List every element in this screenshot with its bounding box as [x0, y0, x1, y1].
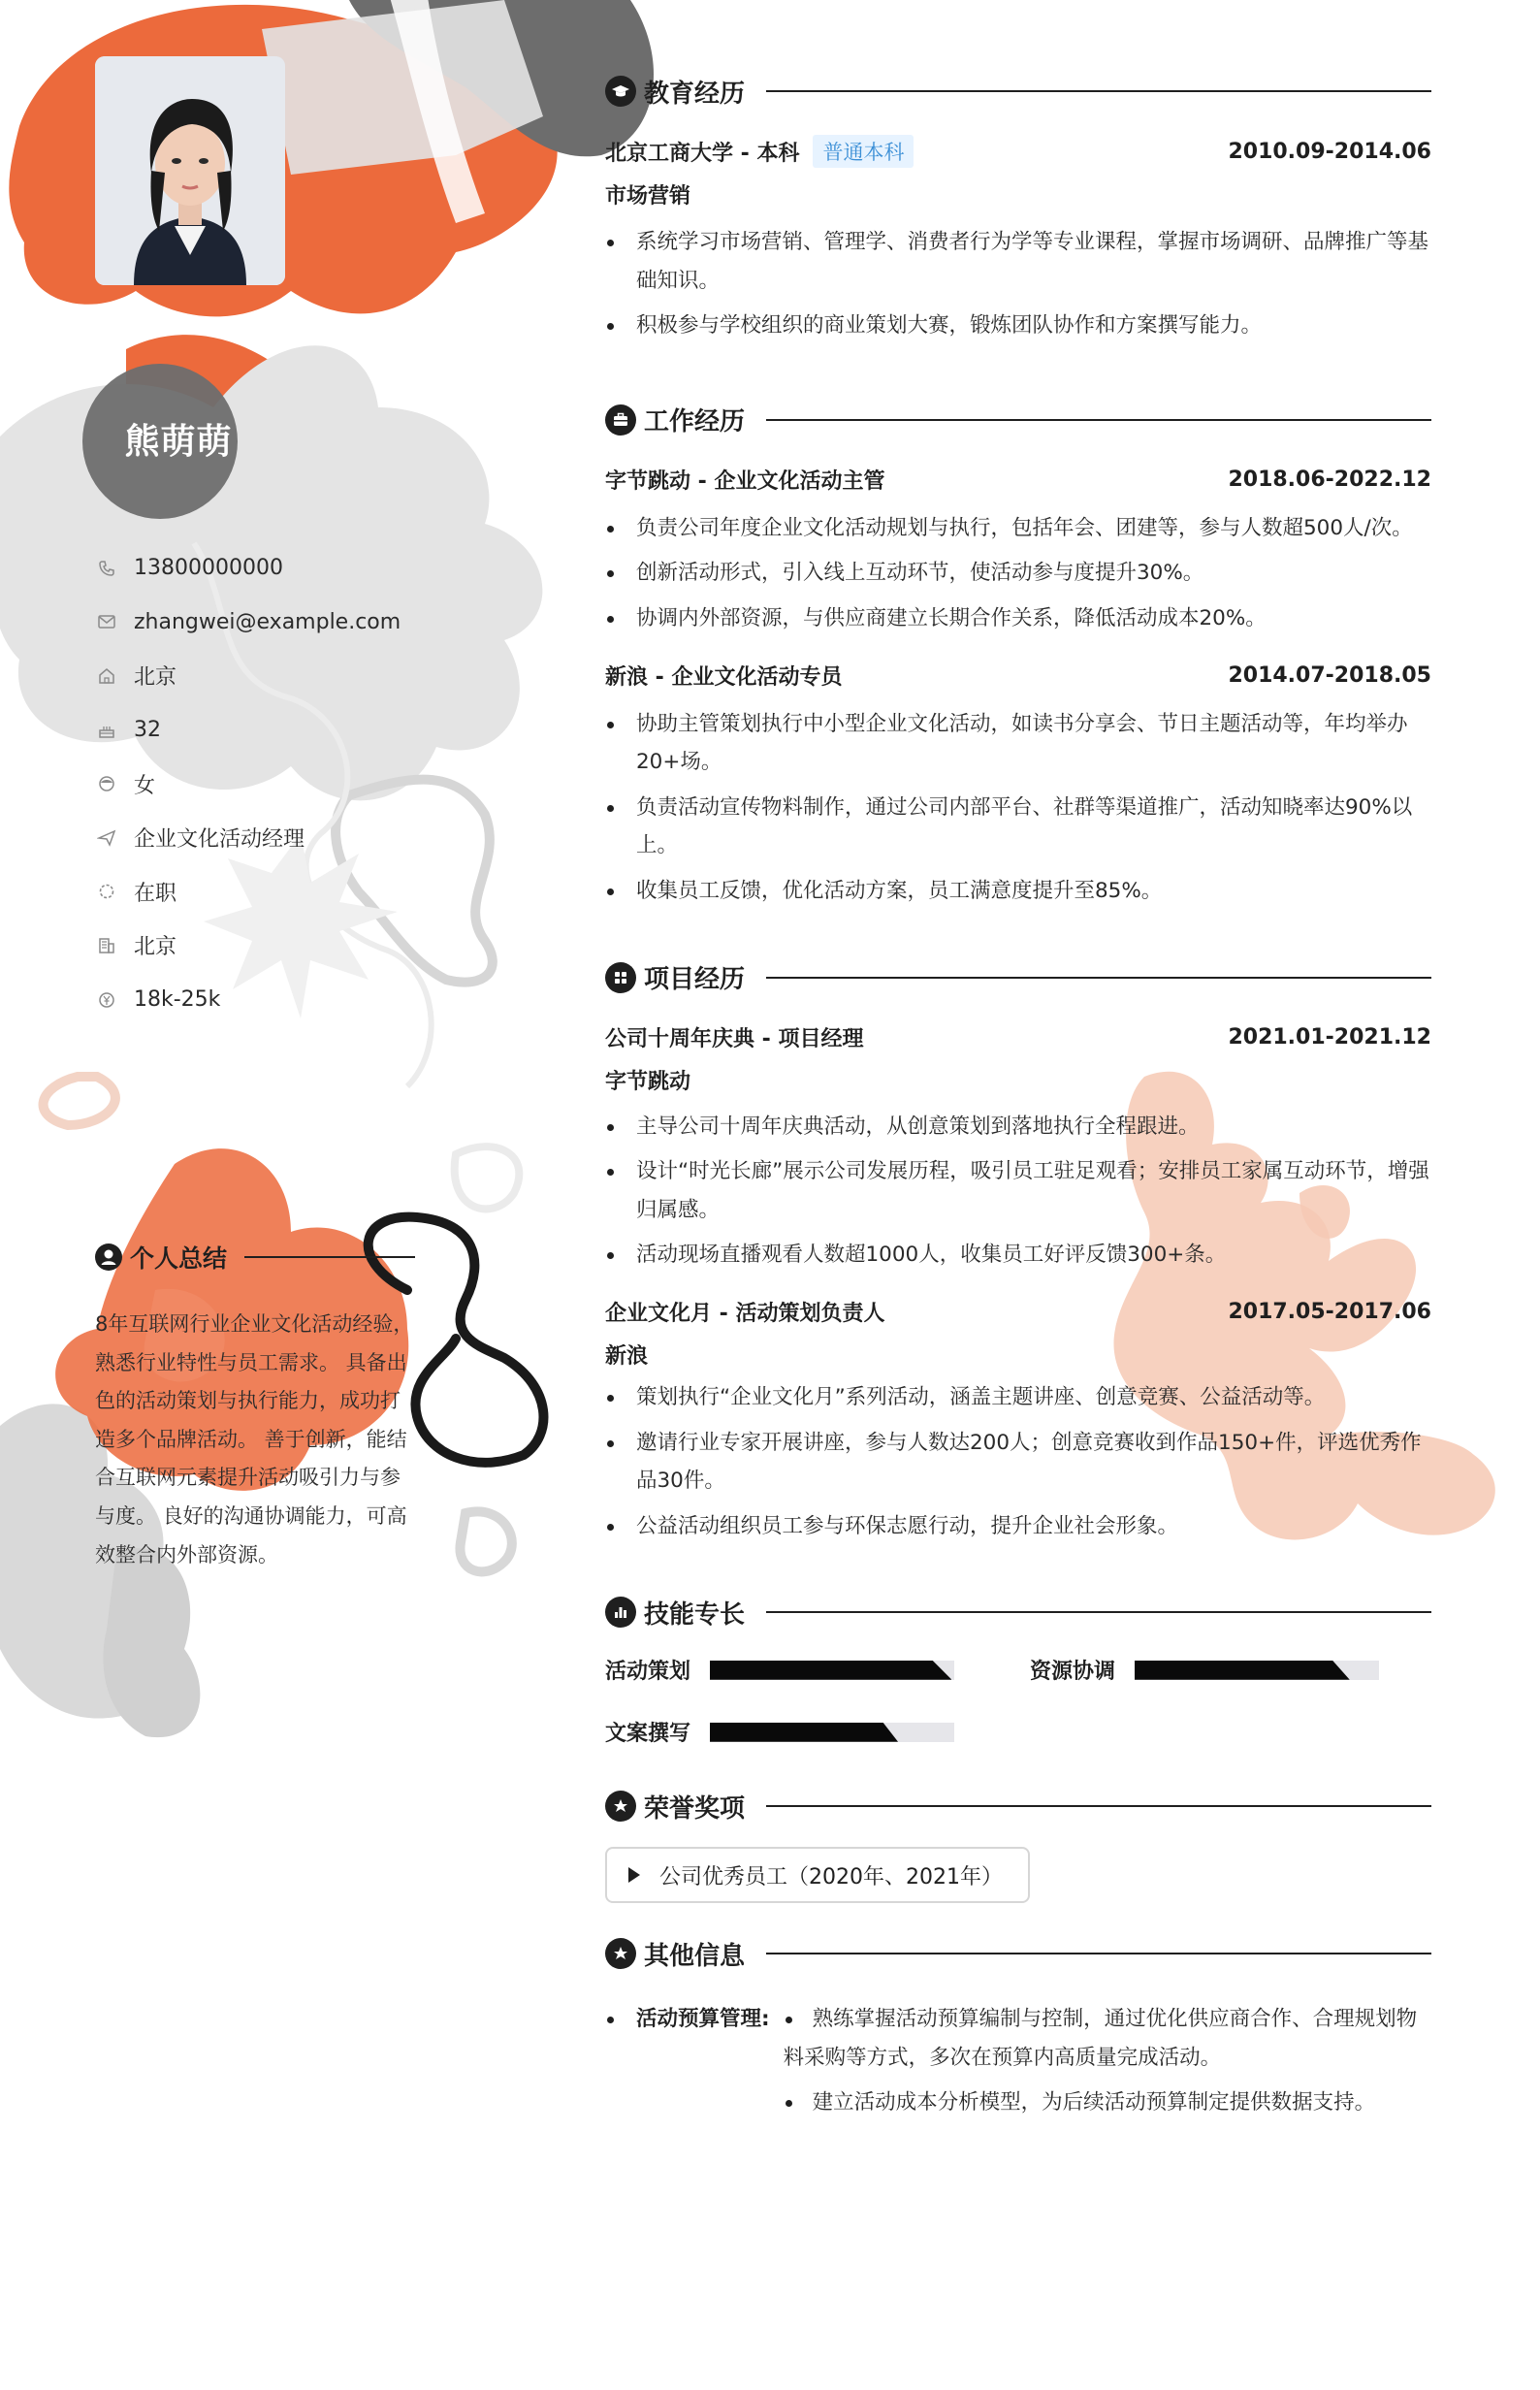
list-item: 活动现场直播观看人数超1000人，收集员工好评反馈300+条。 [605, 1236, 1431, 1275]
contact-city-value: 北京 [134, 935, 177, 960]
work-bullets [605, 509, 1431, 638]
contact-phone [95, 541, 522, 596]
summary-text: 8年互联网行业企业文化活动经验，熟悉行业特性与员工需求。 具备出色的活动策划与执行能力，成功打造多个品牌活动。 善于创新，能结合互联网元素提升活动吸引力与参与度。 良好的沟通协调能力，可高效整合内外部资源。 [95, 1312, 414, 1566]
education-bullets [605, 223, 1431, 345]
section-divider [766, 1805, 1431, 1807]
skill-bar [1135, 1661, 1379, 1680]
degree-tag: 普通本科 [813, 135, 914, 168]
work-company: 新浪 - 企业文化活动专员 [605, 665, 843, 691]
education-date: 2010.09-2014.06 [1228, 139, 1431, 164]
contact-salary-value: 18k-25k [134, 987, 221, 1013]
list-item: 收集员工反馈，优化活动方案，员工满意度提升至85%。 [605, 872, 1431, 911]
contact-address [95, 649, 522, 703]
school-name: 北京工商大学 - 本科 [605, 141, 800, 166]
project-bullets [605, 1378, 1431, 1545]
section-divider [766, 1611, 1431, 1613]
skill-name: 文案撰写 [605, 1722, 691, 1747]
work-company: 字节跳动 - 企业文化活动主管 [605, 469, 885, 495]
contact-address-value: 北京 [134, 665, 177, 691]
list-item: 设计“时光长廊”展示公司发展历程，吸引员工驻足观看；安排员工家属互动环节，增强归属感。 [605, 1152, 1431, 1229]
project-name: 企业文化月 - 活动策划负责人 [605, 1302, 885, 1327]
other-header [605, 1932, 1431, 1975]
list-item: 主导公司十周年庆典活动，从创意策划到落地执行全程跟进。 [605, 1108, 1431, 1147]
award-item[interactable] [605, 1847, 1030, 1903]
contact-city [95, 919, 522, 973]
summary-header [95, 1238, 415, 1276]
contact-email-value: zhangwei@example.com [134, 609, 401, 634]
contact-position [95, 811, 522, 865]
project-entry-header [605, 1018, 1431, 1057]
contact-age-value: 32 [134, 718, 161, 743]
list-item: 负责公司年度企业文化活动规划与执行，包括年会、团建等，参与人数超500人/次。 [605, 509, 1431, 548]
skill-name: 资源协调 [1030, 1660, 1116, 1685]
education-title: 教育经历 [644, 79, 746, 109]
other-bullets [784, 2000, 1431, 2129]
work-header [605, 399, 1431, 441]
list-item: 协助主管策划执行中小型企业文化活动，如读书分享会、节日主题活动等，年均举办20+场。 [605, 705, 1431, 782]
bar-chart-icon [605, 1597, 636, 1628]
status-icon [95, 880, 118, 903]
skill-bar [710, 1661, 954, 1680]
phone-icon [95, 557, 118, 580]
list-item: 创新活动形式，引入线上互动环节，使活动参与度提升30%。 [605, 554, 1431, 593]
skill-bar-fill [710, 1661, 951, 1680]
contact-position-value: 企业文化活动经理 [134, 827, 305, 853]
info-icon [605, 1938, 636, 1969]
gender-icon [95, 772, 118, 795]
summary-title: 个人总结 [130, 1244, 228, 1273]
project-bullets [605, 1108, 1431, 1275]
contact-email [95, 596, 522, 650]
awards-title: 荣誉奖项 [644, 1793, 746, 1824]
contact-status-value: 在职 [134, 881, 177, 906]
work-bullets [605, 705, 1431, 911]
project-org: 字节跳动 [605, 1070, 691, 1095]
skill-bar [710, 1723, 954, 1742]
building-icon [95, 934, 118, 957]
section-divider [766, 90, 1431, 92]
play-triangle-icon [628, 1867, 640, 1883]
list-item: 系统学习市场营销、管理学、消费者行为学等专业课程，掌握市场调研、品牌推广等基础知识。 [605, 223, 1431, 300]
skills-list [605, 1647, 1431, 1773]
skill-item [1030, 1655, 1379, 1685]
award-text: 公司优秀员工（2020年、2021年） [659, 1864, 1003, 1889]
money-icon [95, 988, 118, 1012]
list-item: 策划执行“企业文化月”系列活动，涵盖主题讲座、创意竞赛、公益活动等。 [605, 1378, 1431, 1417]
work-entry-header [605, 461, 1431, 500]
list-item: 负责活动宣传物料制作，通过公司内部平台、社群等渠道推广，活动知晓率达90%以上。 [605, 789, 1431, 865]
skill-name: 活动策划 [605, 1660, 691, 1685]
skill-item [605, 1717, 954, 1747]
user-icon [95, 1243, 122, 1271]
cake-icon [95, 719, 118, 742]
education-header [605, 70, 1431, 113]
skill-item [605, 1655, 954, 1685]
send-icon [95, 826, 118, 850]
avatar-photo-illustration [95, 56, 285, 285]
briefcase-icon [605, 404, 636, 436]
award-icon [605, 1791, 636, 1822]
skills-header [605, 1591, 1431, 1633]
skill-bar-fill [1135, 1661, 1350, 1680]
work-date: 2018.06-2022.12 [1228, 468, 1431, 493]
projects-title: 项目经历 [644, 965, 746, 995]
other-item [605, 2000, 1431, 2129]
work-title: 工作经历 [644, 407, 746, 437]
list-item: 公益活动组织员工参与环保志愿行动，提升企业社会形象。 [605, 1507, 1431, 1546]
avatar [95, 56, 285, 285]
list-item: 建立活动成本分析模型，为后续活动预算制定提供数据支持。 [784, 2083, 1431, 2122]
other-key: 活动预算管理: [605, 2000, 770, 2129]
projects-header [605, 956, 1431, 999]
section-divider [766, 1953, 1431, 1954]
contact-phone-value: 13800000000 [134, 556, 283, 581]
list-item: 邀请行业专家开展讲座，参与人数达200人；创意竞赛收到作品150+件，评选优秀作品30件。 [605, 1424, 1431, 1501]
home-icon [95, 664, 118, 688]
summary-divider [244, 1256, 415, 1258]
project-date: 2021.01-2021.12 [1228, 1025, 1431, 1050]
contact-age [95, 703, 522, 758]
list-item: 协调内外部资源，与供应商建立长期合作关系，降低活动成本20%。 [605, 599, 1431, 638]
person-name: 熊萌萌 [124, 421, 233, 462]
project-date: 2017.05-2017.06 [1228, 1300, 1431, 1325]
work-date: 2014.07-2018.05 [1228, 663, 1431, 689]
skills-title: 技能专长 [644, 1599, 746, 1630]
project-name: 公司十周年庆典 - 项目经理 [605, 1027, 864, 1052]
project-org: 新浪 [605, 1344, 649, 1370]
work-entry-header [605, 657, 1431, 695]
awards-header [605, 1785, 1431, 1827]
section-divider [766, 977, 1431, 979]
mail-icon [95, 610, 118, 633]
contact-gender-value: 女 [134, 773, 156, 798]
graduation-cap-icon [605, 76, 636, 107]
other-title: 其他信息 [644, 1941, 746, 1971]
main-content [605, 70, 1431, 2129]
contact-salary [95, 973, 522, 1027]
major: 市场营销 [605, 183, 691, 209]
contact-gender [95, 757, 522, 811]
project-entry-header [605, 1293, 1431, 1332]
education-entry-header [605, 132, 1431, 171]
grid-icon [605, 962, 636, 993]
list-item: 积极参与学校组织的商业策划大赛，锻炼团队协作和方案撰写能力。 [605, 307, 1431, 345]
list-item: 熟练掌握活动预算编制与控制，通过优化供应商合作、合理规划物料采购等方式，多次在预算内高质量完成活动。 [784, 2000, 1431, 2077]
section-divider [766, 419, 1431, 421]
skill-bar-fill [710, 1723, 898, 1742]
contact-status [95, 865, 522, 920]
contact-list [95, 541, 522, 1026]
